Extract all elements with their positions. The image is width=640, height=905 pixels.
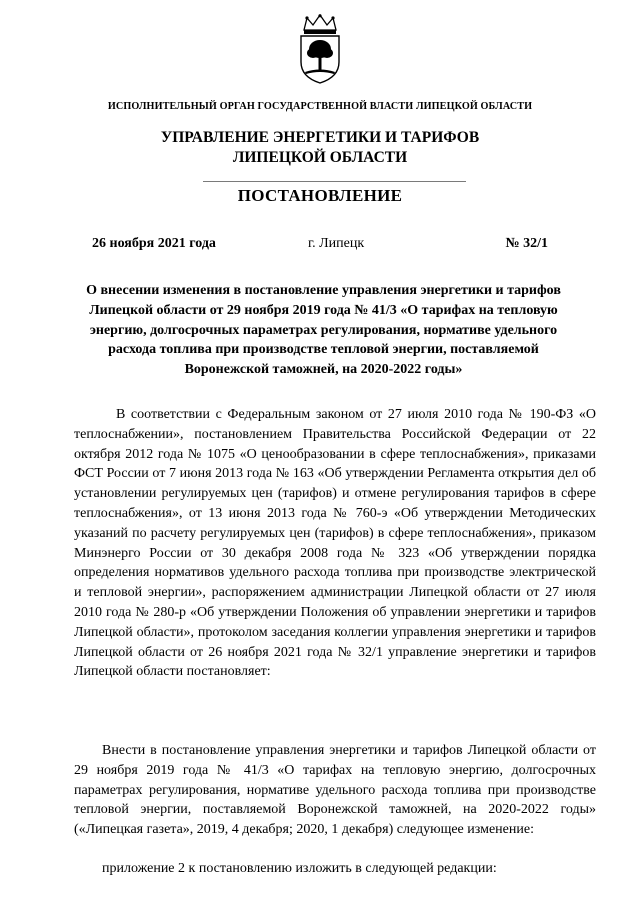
org-name: ИСПОЛНИТЕЛЬНЫЙ ОРГАН ГОСУДАРСТВЕННОЙ ВЛАСТИ ЛИПЕЦКОЙ ОБЛАСТИ xyxy=(107,101,533,112)
document-type: ПОСТАНОВЛЕНИЕ xyxy=(237,186,403,205)
body-paragraph-1: В соответствии с Федеральным законом от 27 июля 2010 года № 190-ФЗ «О теплоснабжении», постановлением Правительства Российской Федерации от 22 октября 2012 года № 1075 «О ценообразовании в сфере теплоснабжения», приказами ФСТ России от 7 июня 2013 года № 163 «Об утверждении Регламента открытия дел об установлении регулируемых цен (тарифов) и отмене регулирования тарифов в сфере теплоснабжения», от 13 июня 2013 года № 760-э «Об утверждении Методических указаний по расчету регулируемых цен (тарифов) в сфере теплоснабжения», приказом Минэнерго России от 30 декабря 2008 года № 323 «Об утверждении порядка определения нормативов удельного расхода топлива при производстве электрической и тепловой энергии», распоряжением администрации Липецкой области от 27 июля 2010 года № 280-р «Об утверждении Положения об управлении энергетики и тарифов Липецкой области», протоколом заседания коллегии управления энергетики и тарифов Липецкой области от 26 ноября 2021 года № 32/1 управление энергетики и тарифов Липецкой области постановляет: xyxy=(74,407,596,680)
department-line-2: ЛИПЕЦКОЙ ОБЛАСТИ xyxy=(232,149,408,166)
body-paragraph-3: приложение 2 к постановлению изложить в следующей редакции: xyxy=(102,861,497,876)
body-paragraph-2: Внести в постановление управления энергетики и тарифов Липецкой области от 29 ноября 2019 года № 41/3 «О тарифах на тепловую энергию, долгосрочных параметрах регулирования, нормативе удельного расхода топлива при производстве тепловой энергии, поставляемой Воронежской таможней, на 2020-2022 годы» («Липецкая газета», 2019, 4 декабря; 2020, 1 декабря) следующее изменение: xyxy=(74,743,596,838)
department-line-1: УПРАВЛЕНИЕ ЭНЕРГЕТИКИ И ТАРИФОВ xyxy=(160,129,480,146)
header-divider xyxy=(203,181,466,182)
document-city: г. Липецк xyxy=(308,236,365,251)
department-name xyxy=(0,128,640,168)
document-number: № 32/1 xyxy=(505,236,548,251)
coat-of-arms-icon xyxy=(296,14,344,84)
document-date: 26 ноября 2021 года xyxy=(92,236,216,251)
document-subject: О внесении изменения в постановление управления энергетики и тарифов Липецкой области от 29 ноября 2019 года № 41/3 «О тарифах на тепловую энергию, долгосрочных параметрах регулирования, нормативе удельного расхода топлива при производстве тепловой энергии, поставляемой Воронежской таможней, на 2020-2022 годы» xyxy=(86,283,561,378)
